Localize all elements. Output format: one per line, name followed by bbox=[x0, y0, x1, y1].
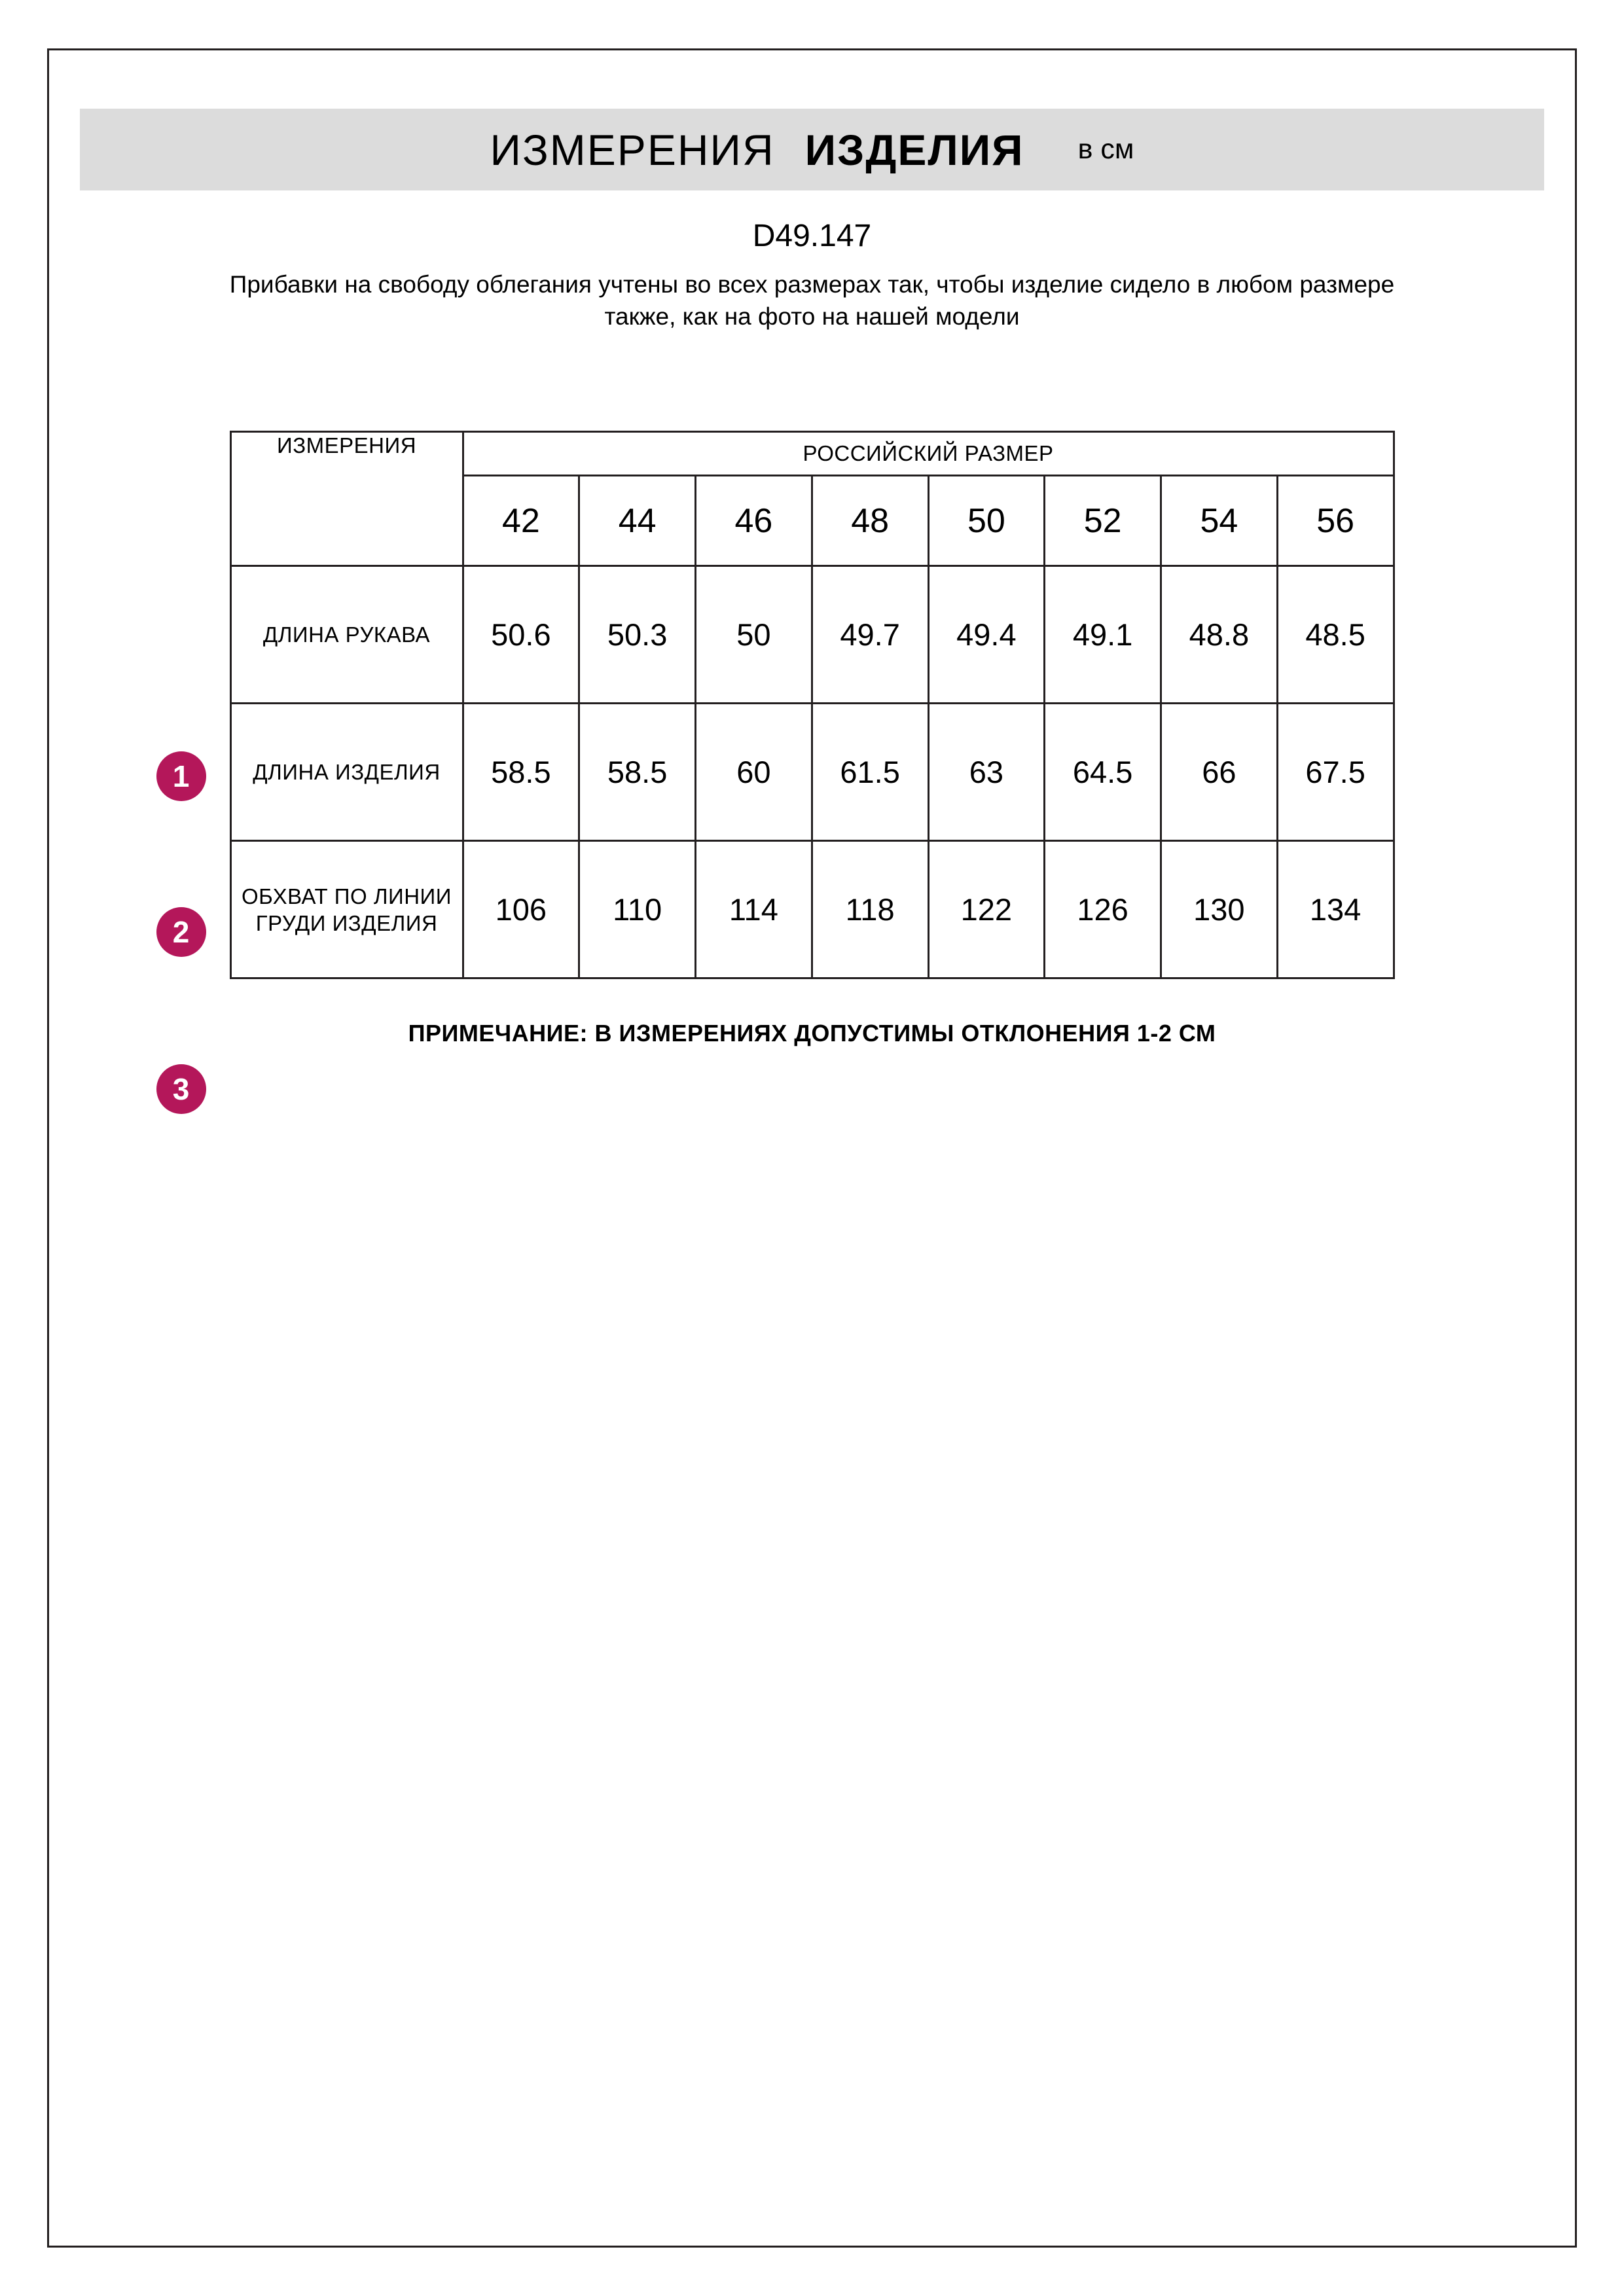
cell-sleeve-42: 50.6 bbox=[463, 566, 579, 704]
cell-length-46: 60 bbox=[696, 704, 812, 841]
cell-length-54: 66 bbox=[1161, 704, 1278, 841]
row-bullet-3: 3 bbox=[156, 1064, 206, 1114]
note-text: ПРИМЕЧАНИЕ: В ИЗМЕРЕНИЯХ ДОПУСТИМЫ ОТКЛОНЕНИЯ 1-2 СМ bbox=[408, 1020, 1216, 1047]
cell-chest-52: 126 bbox=[1045, 841, 1161, 978]
intro-text: Прибавки на свободу облегания учтены во всех размерах так, чтобы изделие сидело в любом размере также, как на фото на нашей модели bbox=[229, 271, 1395, 331]
article-code: D49.147 bbox=[752, 219, 872, 253]
cell-length-48: 61.5 bbox=[812, 704, 928, 841]
cell-chest-46: 114 bbox=[696, 841, 812, 978]
cell-chest-48: 118 bbox=[812, 841, 928, 978]
table-row bbox=[230, 841, 1394, 978]
cell-chest-56: 134 bbox=[1277, 841, 1394, 978]
row-label-product-length: ДЛИНА ИЗДЕЛИЯ bbox=[230, 704, 463, 841]
header-banner bbox=[80, 109, 1544, 190]
cell-sleeve-56: 48.5 bbox=[1277, 566, 1394, 704]
cell-sleeve-54: 48.8 bbox=[1161, 566, 1278, 704]
cell-sleeve-50: 49.4 bbox=[928, 566, 1045, 704]
header-unit-label: в см bbox=[1077, 134, 1134, 165]
corner-header-cell bbox=[230, 432, 463, 566]
cell-length-56: 67.5 bbox=[1277, 704, 1394, 841]
cell-sleeve-46: 50 bbox=[696, 566, 812, 704]
cell-length-44: 58.5 bbox=[579, 704, 696, 841]
size-header-50: 50 bbox=[928, 476, 1045, 566]
header-title-product: ИЗДЕЛИЯ bbox=[804, 125, 1024, 174]
size-header-52: 52 bbox=[1045, 476, 1161, 566]
size-header-56: 56 bbox=[1277, 476, 1394, 566]
size-header-46: 46 bbox=[696, 476, 812, 566]
size-header-48: 48 bbox=[812, 476, 928, 566]
table-group-header-row bbox=[230, 432, 1394, 476]
cell-sleeve-44: 50.3 bbox=[579, 566, 696, 704]
row-bullet-1: 1 bbox=[156, 751, 206, 801]
header-title-measurements: ИЗМЕРЕНИЯ bbox=[490, 125, 775, 174]
cell-length-52: 64.5 bbox=[1045, 704, 1161, 841]
group-header-label: РОССИЙСКИЙ РАЗМЕР bbox=[463, 432, 1394, 476]
row-label-chest-girth: ОБХВАТ ПО ЛИНИИ ГРУДИ ИЗДЕЛИЯ bbox=[230, 841, 463, 978]
cell-sleeve-48: 49.7 bbox=[812, 566, 928, 704]
page-content bbox=[47, 48, 1577, 1107]
cell-chest-50: 122 bbox=[928, 841, 1045, 978]
cell-chest-44: 110 bbox=[579, 841, 696, 978]
corner-header-label: ИЗМЕРЕНИЯ bbox=[276, 433, 417, 458]
cell-chest-42: 106 bbox=[463, 841, 579, 978]
row-label-sleeve-length: ДЛИНА РУКАВА bbox=[230, 566, 463, 704]
size-header-54: 54 bbox=[1161, 476, 1278, 566]
table-row bbox=[230, 566, 1394, 704]
size-header-44: 44 bbox=[579, 476, 696, 566]
row-bullet-2: 2 bbox=[156, 907, 206, 957]
cell-length-42: 58.5 bbox=[463, 704, 579, 841]
cell-chest-54: 130 bbox=[1161, 841, 1278, 978]
size-header-42: 42 bbox=[463, 476, 579, 566]
size-table bbox=[230, 431, 1395, 979]
size-table-wrapper bbox=[172, 431, 1395, 1107]
cell-sleeve-52: 49.1 bbox=[1045, 566, 1161, 704]
table-row bbox=[230, 704, 1394, 841]
cell-length-50: 63 bbox=[928, 704, 1045, 841]
